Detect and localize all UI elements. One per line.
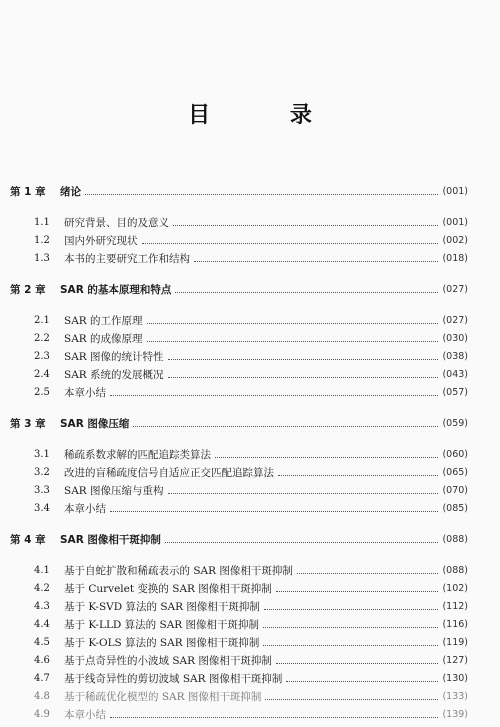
section-title: 基于线奇异性的剪切波域 SAR 图像相干斑抑制 xyxy=(64,672,283,685)
dot-leader xyxy=(297,573,439,574)
page-title: 目 录 xyxy=(188,102,348,128)
section-title: 研究背景、目的及意义 xyxy=(64,216,169,229)
dot-leader xyxy=(168,359,439,360)
page-number: (088) xyxy=(442,564,468,576)
chapter-number: 第 1 章 xyxy=(10,185,46,198)
page-number: (139) xyxy=(442,708,468,720)
page-number: (027) xyxy=(442,314,468,326)
toc-section-entry[interactable] xyxy=(10,579,468,597)
dot-leader xyxy=(147,341,439,342)
toc-section-entry[interactable] xyxy=(10,231,468,249)
toc-section-entry[interactable] xyxy=(10,347,468,365)
dot-leader xyxy=(147,323,439,324)
chapter-title: SAR 的基本原理和特点 xyxy=(60,283,172,296)
section-number: 3.3 xyxy=(34,484,50,496)
toc-section-entry[interactable] xyxy=(10,383,468,401)
section-title: 基于稀疏优化模型的 SAR 图像相干斑抑制 xyxy=(64,690,262,703)
chapter-number: 第 3 章 xyxy=(10,417,46,430)
dot-leader xyxy=(110,717,438,718)
toc-section-entry[interactable] xyxy=(10,687,468,705)
toc-section-entry[interactable] xyxy=(10,499,468,517)
section-title: 本章小结 xyxy=(64,386,106,399)
chapter-title: SAR 图像相干斑抑制 xyxy=(60,533,161,546)
section-number: 3.2 xyxy=(34,466,50,478)
page-number: (002) xyxy=(442,234,468,246)
page-number: (116) xyxy=(442,618,468,630)
page-number: (027) xyxy=(442,283,468,295)
toc-section-entry[interactable] xyxy=(10,561,468,579)
section-title: SAR 图像压缩与重构 xyxy=(64,484,164,497)
toc-chapter-entry[interactable] xyxy=(10,280,468,298)
page-number: (057) xyxy=(442,386,468,398)
toc-section-entry[interactable] xyxy=(10,329,468,347)
page-number: (059) xyxy=(442,417,468,429)
toc-chapter-entry[interactable] xyxy=(10,530,468,548)
dot-leader xyxy=(142,243,439,244)
section-number: 1.1 xyxy=(34,216,50,228)
dot-leader xyxy=(263,627,438,628)
dot-leader xyxy=(194,261,438,262)
section-title: 基于 Curvelet 变换的 SAR 图像相干斑抑制 xyxy=(64,582,272,595)
section-number: 2.1 xyxy=(34,314,50,326)
page-number: (070) xyxy=(442,484,468,496)
section-number: 3.1 xyxy=(34,448,50,460)
section-title: 本书的主要研究工作和结构 xyxy=(64,252,190,265)
dot-leader xyxy=(263,645,438,646)
dot-leader xyxy=(265,699,438,700)
section-number: 4.5 xyxy=(34,636,50,648)
toc-section-entry[interactable] xyxy=(10,445,468,463)
section-number: 4.3 xyxy=(34,600,50,612)
section-title: 基于 K-OLS 算法的 SAR 图像相干斑抑制 xyxy=(64,636,260,649)
page-number: (127) xyxy=(442,654,468,666)
dot-leader xyxy=(165,542,439,543)
page-number: (065) xyxy=(442,466,468,478)
dot-leader xyxy=(85,194,438,195)
dot-leader xyxy=(168,493,439,494)
toc-section-entry[interactable] xyxy=(10,651,468,669)
section-number: 4.9 xyxy=(34,708,50,720)
section-number: 4.4 xyxy=(34,618,50,630)
section-title: 基于点奇异性的小波域 SAR 图像相干斑抑制 xyxy=(64,654,272,667)
section-title: 基于 K-LLD 算法的 SAR 图像相干斑抑制 xyxy=(64,618,260,631)
toc-section-entry[interactable] xyxy=(10,615,468,633)
section-number: 4.6 xyxy=(34,654,50,666)
section-number: 4.2 xyxy=(34,582,50,594)
toc-section-entry[interactable] xyxy=(10,669,468,687)
section-title: SAR 图像的统计特性 xyxy=(64,350,164,363)
section-title: SAR 系统的发展概况 xyxy=(64,368,164,381)
toc-section-entry[interactable] xyxy=(10,311,468,329)
toc-section-entry[interactable] xyxy=(10,213,468,231)
toc-section-entry[interactable] xyxy=(10,365,468,383)
dot-leader xyxy=(264,609,439,610)
page-number: (112) xyxy=(442,600,468,612)
dot-leader xyxy=(110,395,438,396)
page-number: (060) xyxy=(442,448,468,460)
section-title: 本章小结 xyxy=(64,708,106,721)
page-number: (130) xyxy=(442,672,468,684)
section-number: 1.3 xyxy=(34,252,50,264)
toc-section-entry[interactable] xyxy=(10,633,468,651)
section-title: 稀疏系数求解的匹配追踪类算法 xyxy=(64,448,211,461)
section-number: 1.2 xyxy=(34,234,50,246)
page-number: (030) xyxy=(442,332,468,344)
chapter-number: 第 2 章 xyxy=(10,283,46,296)
page-number: (085) xyxy=(442,502,468,514)
section-number: 2.3 xyxy=(34,350,50,362)
dot-leader xyxy=(286,681,438,682)
chapter-number: 第 4 章 xyxy=(10,533,46,546)
section-number: 4.1 xyxy=(34,564,50,576)
section-title: 国内外研究现状 xyxy=(64,234,138,247)
toc-section-entry[interactable] xyxy=(10,463,468,481)
page-number: (018) xyxy=(442,252,468,264)
page-number: (133) xyxy=(442,690,468,702)
section-title: SAR 的工作原理 xyxy=(64,314,143,327)
page-number: (119) xyxy=(442,636,468,648)
section-title: 基于自蛇扩散和稀疏表示的 SAR 图像相干斑抑制 xyxy=(64,564,293,577)
chapter-title: 绪论 xyxy=(60,185,81,198)
dot-leader xyxy=(276,591,439,592)
dot-leader xyxy=(110,511,438,512)
dot-leader xyxy=(175,292,438,293)
page-number: (102) xyxy=(442,582,468,594)
dot-leader xyxy=(173,225,438,226)
toc-section-entry[interactable] xyxy=(10,481,468,499)
toc-chapter-entry[interactable] xyxy=(10,414,468,432)
section-number: 2.2 xyxy=(34,332,50,344)
section-title: SAR 的成像原理 xyxy=(64,332,143,345)
toc-section-entry[interactable] xyxy=(10,705,468,723)
chapter-title: SAR 图像压缩 xyxy=(60,417,130,430)
dot-leader xyxy=(168,377,439,378)
table-of-contents xyxy=(10,182,468,723)
section-number: 4.8 xyxy=(34,690,50,702)
section-number: 2.5 xyxy=(34,386,50,398)
section-number: 2.4 xyxy=(34,368,50,380)
dot-leader xyxy=(133,426,438,427)
section-title: 本章小结 xyxy=(64,502,106,515)
toc-chapter-entry[interactable] xyxy=(10,182,468,200)
page-number: (001) xyxy=(442,185,468,197)
section-number: 4.7 xyxy=(34,672,50,684)
page-number: (001) xyxy=(442,216,468,228)
section-title: 改进的盲稀疏度信号自适应正交匹配追踪算法 xyxy=(64,466,274,479)
toc-section-entry[interactable] xyxy=(10,597,468,615)
toc-section-entry[interactable] xyxy=(10,249,468,267)
page-number: (043) xyxy=(442,368,468,380)
page-number: (088) xyxy=(442,533,468,545)
dot-leader xyxy=(215,457,438,458)
dot-leader xyxy=(276,663,439,664)
page-number: (038) xyxy=(442,350,468,362)
section-number: 3.4 xyxy=(34,502,50,514)
dot-leader xyxy=(278,475,438,476)
section-title: 基于 K-SVD 算法的 SAR 图像相干斑抑制 xyxy=(64,600,260,613)
